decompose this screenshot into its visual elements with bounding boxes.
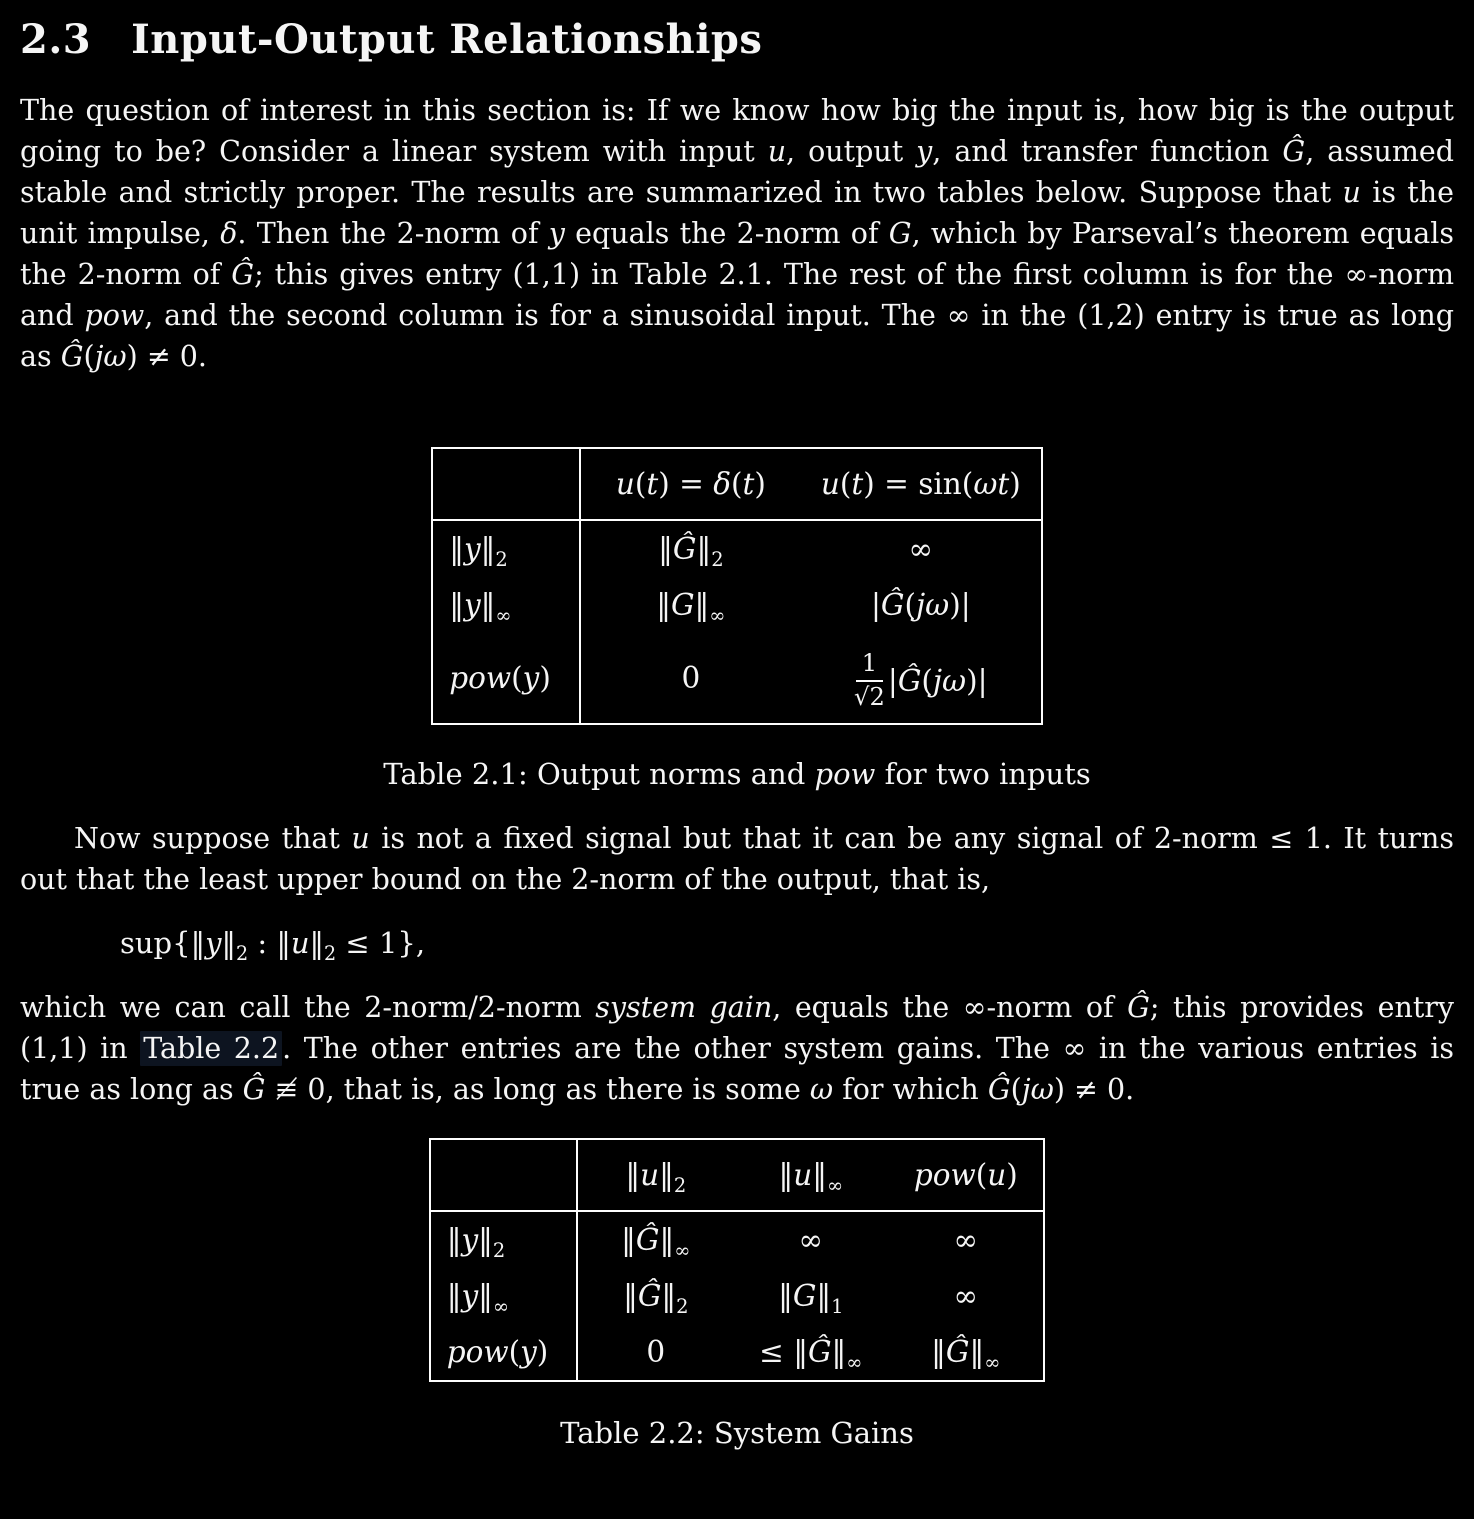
section-number: 2.3 [20,16,92,63]
table-row [430,1324,1045,1381]
column-header-uinf: $‖u‖_\infty$ [733,1139,888,1211]
empty-corner-cell [430,1139,578,1211]
fraction-rest: |Ĝ(jω)| [887,663,988,698]
column-header-powu: pow(u) [888,1139,1044,1211]
row-label: pow(y) [430,1324,578,1381]
row-label: $‖y‖_\infty$ [430,1268,578,1324]
table-cell: ∞ [908,532,934,566]
table-2-2-body [430,1211,1045,1381]
column-header-impulse: u(t) = δ(t) [580,448,801,520]
fraction-denominator: √2 [854,682,885,711]
table-2-2-link[interactable]: Table 2.2 [140,1031,282,1066]
table-cell: $‖Ĝ‖_2$ [658,532,724,571]
table-cell: $‖Ĝ‖_2$ [623,1278,689,1318]
table-cell: ∞ [953,1278,979,1313]
column-header-u2: $‖u‖_2$ [577,1139,733,1211]
section-heading [20,16,1454,63]
sup-formula: $sup\{‖y‖_2$ : $‖u‖_2 \le 1$}, [120,925,426,965]
table-cell: $‖G‖_\infty$ [656,588,726,627]
section-title: Input-Output Relationships [131,16,763,63]
table-cell: ≤ $‖Ĝ‖_\infty$ [759,1334,863,1374]
table-header-row [430,1139,1045,1211]
table-row [432,577,1042,633]
fraction-expression [854,650,988,712]
row-label: $‖y‖_2$ [430,1211,578,1268]
table-row [430,1268,1045,1324]
table-cell: $‖Ĝ‖_\infty$ [621,1222,691,1262]
column-header-sinusoid: u(t) = sin(ωt) [801,448,1042,520]
table-2-1 [431,447,1043,725]
table-cell: $‖Ĝ‖_\infty$ [931,1334,1001,1374]
table-cell-fraction [801,633,1042,724]
table-row [432,633,1042,724]
table-cell: 0 [681,660,701,695]
table-cell: 0 [646,1334,666,1369]
table-cell: ∞ [798,1222,824,1257]
fraction-numerator: 1 [856,650,883,682]
empty-corner-cell [432,448,580,520]
table-row [432,520,1042,577]
fraction [854,650,885,712]
paragraph-2: Now suppose that u is not a fixed signal but that it can be any signal of 2-norm ≤ 1. It turns out that the least upper bound on the 2-norm of the output, that is, [20,821,1454,896]
table-2-1-caption: Table 2.1: Output norms and pow for two inputs [383,756,1091,791]
table-cell: |Ĝ(jω)| [870,588,971,622]
table-cell: $‖G‖_1$ [778,1278,844,1318]
table-2-2-caption: Table 2.2: System Gains [560,1415,914,1450]
table-header-row [432,448,1042,520]
table-2-2 [429,1138,1046,1382]
table-cell: ∞ [953,1222,979,1257]
paragraph-1: The question of interest in this section is: If we know how big the input is, how big is the output going to be? Consider a linear system with input u, output y, and transfer function Ĝ, assumed stable and strictly proper. The results are summarized in two tables below. Suppose that u is the unit impulse, δ. Then the 2-norm of y equals the 2-norm of G, which by Parseval’s theorem equals the 2-norm of Ĝ; this gives entry (1,1) in Table 2.1. The rest of the first column is for the ∞-norm and pow, and the second column is for a sinusoidal input. The ∞ in the (1,2) entry is true as long as Ĝ(jω) ≠ 0. [20,94,1454,373]
table-row [430,1211,1045,1268]
table-2-1-header [432,448,1042,520]
row-label: $‖y‖_2$ [432,520,580,577]
paragraph-3: which we can call the 2-norm/2-norm system gain, equals the ∞-norm of Ĝ; this provides entry (1,1) in Table 2.2 . The other entries are the other system gains. The ∞ in the various entries is true as long as Ĝ ≢ 0, that is, as long as there is some ω for which Ĝ(jω) ≠ 0. [20,990,1454,1106]
table-2-1-body [432,520,1042,724]
row-label: $‖y‖_\infty$ [432,577,580,633]
row-label: pow(y) [432,633,580,724]
table-2-2-header [430,1139,1045,1211]
